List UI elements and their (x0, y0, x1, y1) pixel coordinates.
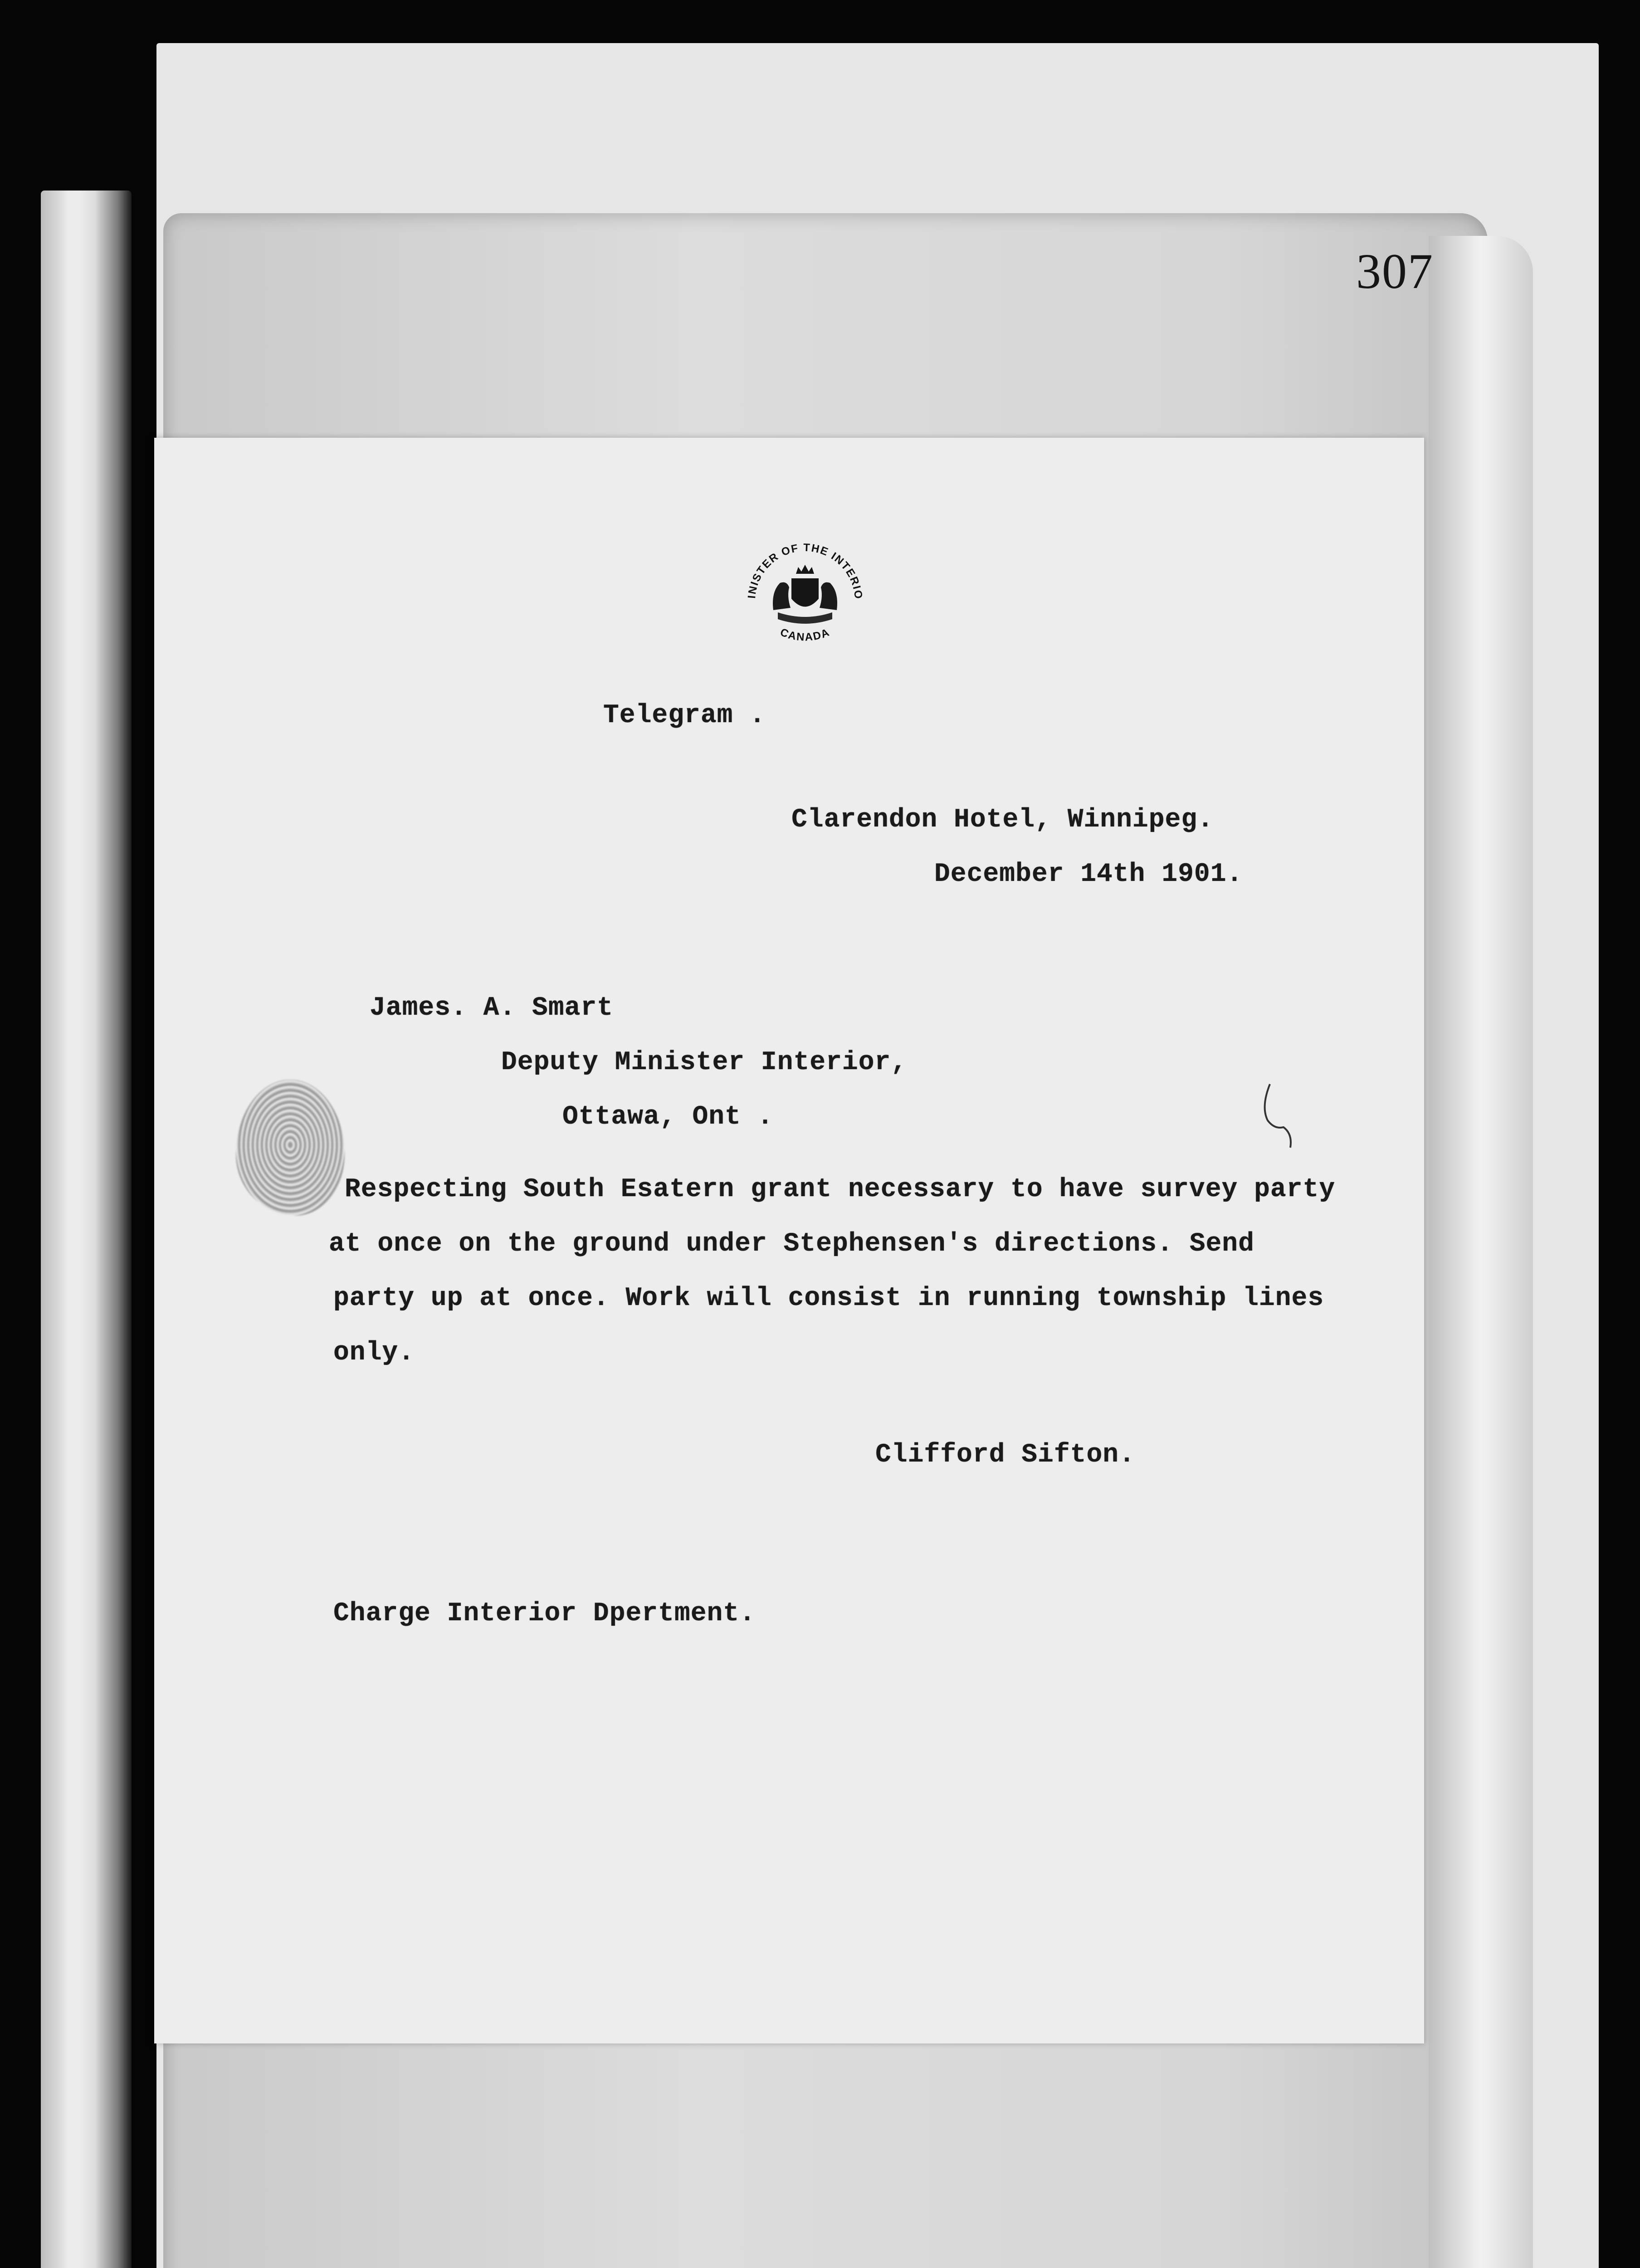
seal-top-text: INISTER OF THE INTERIO (746, 541, 865, 601)
crest-icon (723, 524, 887, 655)
telegram-date: December 14th 1901. (934, 860, 1243, 889)
recipient-city: Ottawa, Ont . (562, 1102, 774, 1132)
body-line: party up at once. Work will consist in running township lines (333, 1284, 1324, 1313)
recipient-name: James. A. Smart (370, 993, 614, 1023)
sender-location: Clarendon Hotel, Winnipeg. (791, 805, 1214, 835)
page-number: 307 (1356, 244, 1434, 299)
body-line: at once on the ground under Stephensen's directions. Send (329, 1229, 1254, 1259)
telegram-heading: Telegram . (603, 701, 766, 730)
cover-edge-curl (1429, 236, 1533, 2268)
recipient-title: Deputy Minister Interior, (501, 1048, 908, 1077)
body-line: Respecting South Esatern grant necessary to have survey party (345, 1175, 1336, 1204)
body-line: only. (333, 1338, 415, 1368)
minister-seal (723, 524, 887, 655)
footer-note: Charge Interior Dpertment. (333, 1599, 756, 1628)
binding-strip (41, 191, 132, 2268)
signature: Clifford Sifton. (875, 1440, 1135, 1470)
pencil-check-icon (1252, 1080, 1306, 1152)
seal-bottom-text: CANADA (778, 626, 832, 644)
